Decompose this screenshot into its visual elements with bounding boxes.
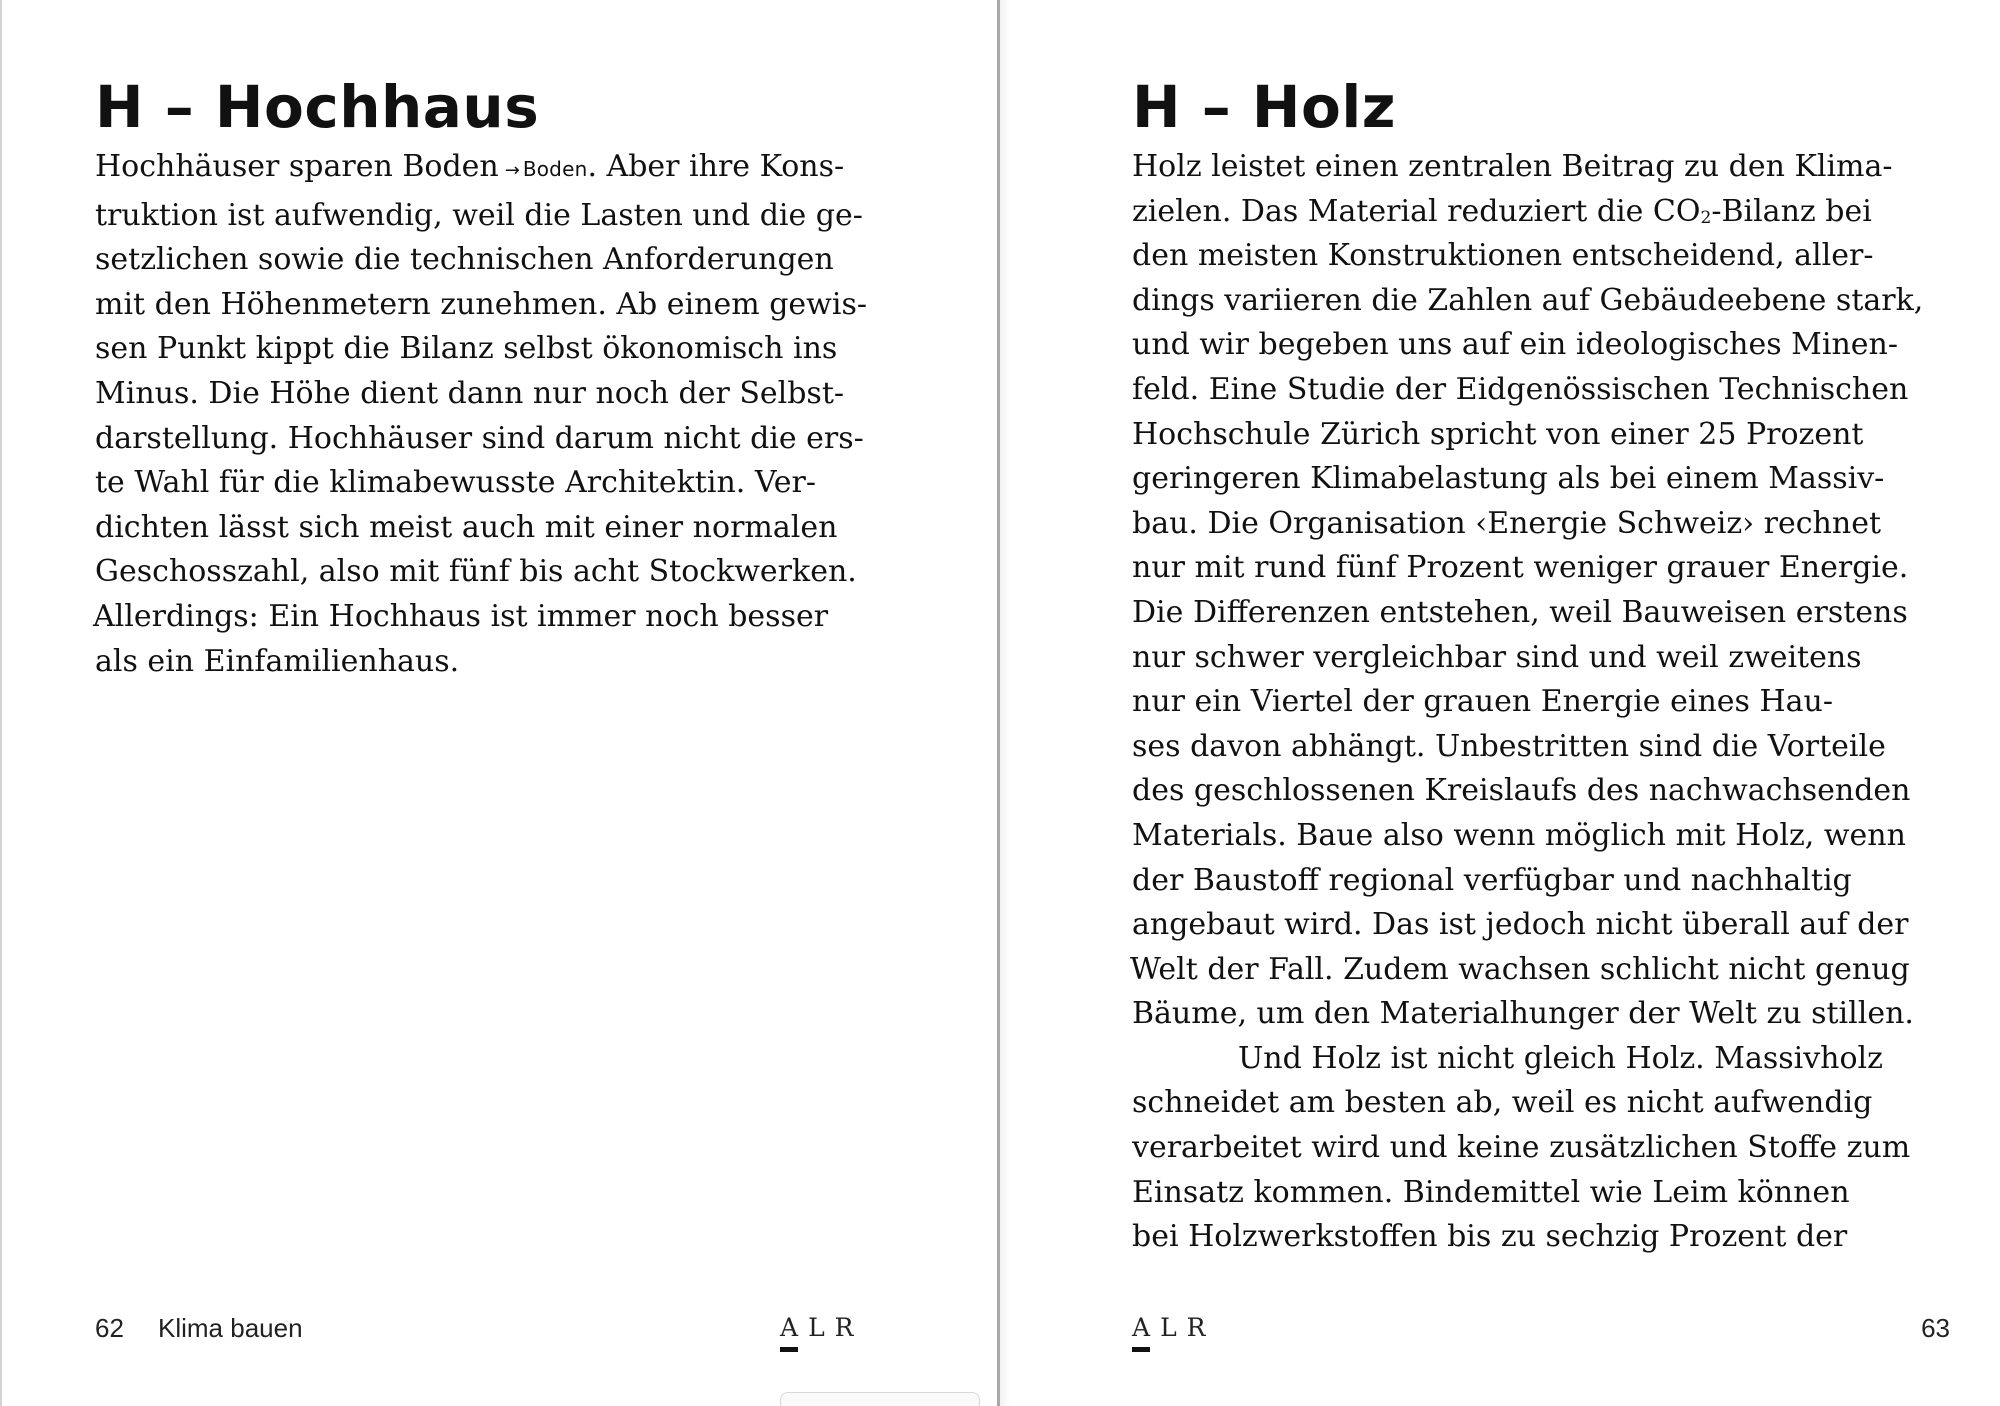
text-line: bau. Die Organisation ‹Energie Schweiz› rechnet — [1132, 505, 1882, 541]
text-line: schneidet am besten ab, weil es nicht aufwendig — [1132, 1085, 1873, 1121]
text-line: feld. Eine Studie der Eidgenössischen Technischen — [1132, 371, 1909, 407]
text-line: als ein Einfamilienhaus. — [95, 643, 460, 679]
publisher-logo — [780, 1310, 864, 1346]
text-line: geringeren Klimabelastung als bei einem Massiv- — [1132, 461, 1885, 497]
left-page — [0, 0, 998, 1406]
entry-heading-hochhaus: H – Hochhaus — [95, 73, 540, 141]
text-line: nur mit rund fünf Prozent weniger grauer Energie. — [1132, 550, 1909, 586]
text-line: Geschosszahl, also mit fünf bis acht Stockwerken. — [95, 554, 857, 590]
right-page — [1000, 0, 2000, 1406]
text-line: setzlichen sowie die technischen Anforderungen — [95, 242, 834, 278]
text-line: mit den Höhenmetern zunehmen. Ab einem gewis- — [95, 286, 867, 322]
text-line — [1132, 190, 1942, 235]
text-line: Materials. Baue also wenn möglich mit Holz, wenn — [1132, 817, 1906, 853]
text-line: Welt der Fall. Zudem wachsen schlicht nicht genug — [1130, 951, 1910, 987]
text-line: den meisten Konstruktionen entscheidend, aller- — [1132, 238, 1874, 274]
text-line: sen Punkt kippt die Bilanz selbst ökonomisch ins — [95, 331, 838, 367]
page-number: 62 — [95, 1313, 124, 1343]
logo-letter: A — [1132, 1310, 1160, 1346]
entry-heading-holz: H – Holz — [1132, 73, 1396, 141]
text-line — [95, 145, 895, 194]
text-line: truktion ist aufwendig, weil die Lasten und die ge- — [95, 197, 863, 233]
text-line: nur ein Viertel der grauen Energie eines Hau- — [1132, 684, 1833, 720]
arrow-right-icon: → — [504, 160, 520, 181]
text-line: Allerdings: Ein Hochhaus ist immer noch besser — [93, 598, 829, 634]
entry-body-hochhaus — [95, 145, 895, 684]
text-segment: -Bilanz bei — [1711, 193, 1872, 229]
text-line: bei Holzwerkstoffen bis zu sechzig Prozent der — [1132, 1219, 1848, 1255]
page-edge — [0, 0, 2, 1406]
text-line: Einsatz kommen. Bindemittel wie Leim können — [1132, 1174, 1850, 1210]
text-line: Die Differenzen entstehen, weil Bauweisen erstens — [1132, 594, 1908, 630]
text-line: Minus. Die Höhe dient dann nur noch der Selbst- — [95, 375, 845, 411]
text-line: Bäume, um den Materialhunger der Welt zu stillen. — [1132, 996, 1914, 1032]
text-line: te Wahl für die klimabewusste Architektin. Ver- — [95, 465, 816, 501]
cross-reference-link-boden[interactable]: Boden — [522, 157, 588, 181]
text-line: ses davon abhängt. Unbestritten sind die Vorteile — [1132, 728, 1886, 764]
running-title: Klima bauen — [158, 1313, 303, 1343]
page-number: 63 — [1921, 1313, 1950, 1343]
text-line: Hochschule Zürich spricht von einer 25 Prozent — [1132, 416, 1864, 452]
viewer-tab-handle[interactable] — [780, 1392, 980, 1406]
entry-body-holz — [1132, 145, 1942, 1260]
logo-letter: R — [1186, 1313, 1216, 1342]
text-segment: zielen. Das Material reduziert die CO — [1132, 193, 1701, 229]
subscript: 2 — [1700, 207, 1712, 228]
text-line: des geschlossenen Kreislaufs des nachwachsenden — [1132, 773, 1911, 809]
logo-letter: L — [808, 1313, 835, 1342]
logo-letter: R — [834, 1313, 864, 1342]
text-line: nur schwer vergleichbar sind und weil zweitens — [1132, 639, 1862, 675]
text-line: darstellung. Hochhäuser sind darum nicht die ers- — [95, 420, 864, 456]
text-segment: . Aber ihre Kons- — [587, 149, 845, 184]
text-line: und wir begeben uns auf ein ideologisches Minen- — [1132, 327, 1899, 363]
logo-letter: L — [1160, 1313, 1187, 1342]
text-line: der Baustoff regional verfügbar und nachhaltig — [1132, 862, 1852, 898]
publisher-logo — [1132, 1310, 1216, 1346]
text-line: Holz leistet einen zentralen Beitrag zu den Klima- — [1132, 149, 1893, 184]
text-segment: Hochhäuser sparen Boden — [95, 149, 499, 184]
spine-shadow — [1000, 0, 1010, 1406]
text-line: dichten lässt sich meist auch mit einer normalen — [95, 509, 838, 545]
text-line: angebaut wird. Das ist jedoch nicht überall auf der — [1132, 907, 1909, 943]
text-line: dings variieren die Zahlen auf Gebäudeebene stark, — [1132, 282, 1924, 318]
text-line: verarbeitet wird und keine zusätzlichen Stoffe zum — [1132, 1130, 1911, 1166]
text-line-paragraph-start: Und Holz ist nicht gleich Holz. Massivholz — [1238, 1040, 1883, 1076]
logo-letter: A — [780, 1310, 808, 1346]
